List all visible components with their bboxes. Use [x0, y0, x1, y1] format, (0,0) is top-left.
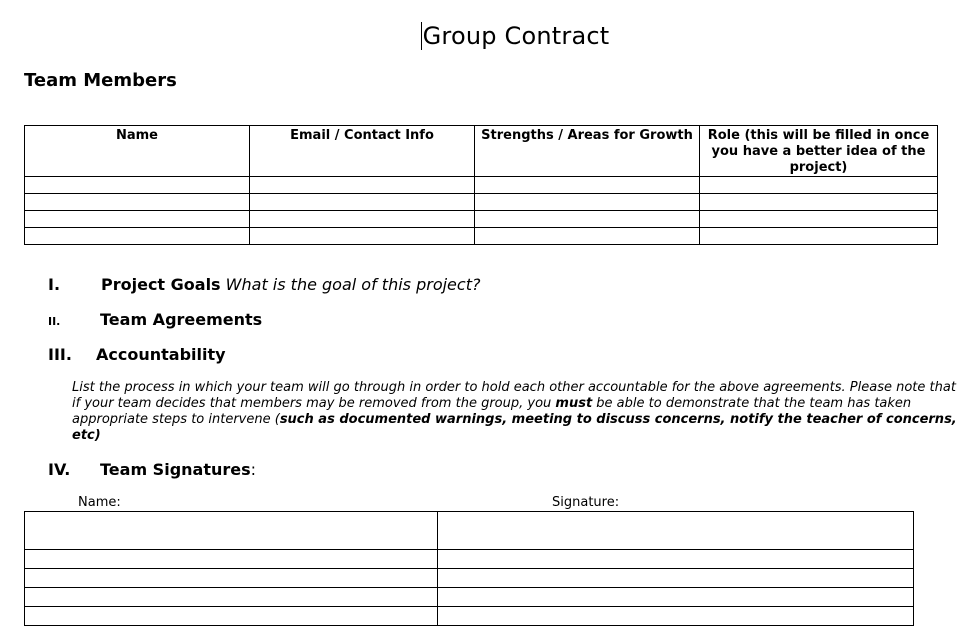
instructions-text: be able to demonstrate that the team has taken appropriate steps to intervene ( [72, 396, 912, 427]
signature-signature-label: Signature: [552, 495, 620, 510]
table-cell[interactable] [475, 228, 700, 245]
section-label: Team Agreements [100, 310, 263, 329]
table-cell[interactable] [700, 211, 938, 228]
signature-cell[interactable] [438, 588, 914, 607]
signature-name-cell[interactable] [25, 607, 438, 626]
section-number: III. [48, 345, 72, 364]
column-header-name: Name [25, 126, 250, 177]
column-header-role: Role (this will be filled in once you have a better idea of the project) [700, 126, 938, 177]
text-cursor [421, 22, 422, 50]
section-project-goals [48, 275, 480, 294]
table-row [25, 550, 914, 569]
section-team-agreements [48, 310, 262, 329]
instructions-examples: such as documented warnings, meeting to discuss concerns, notify the teacher of concerns, etc) [72, 412, 957, 443]
section-number: IV. [48, 460, 71, 479]
table-cell[interactable] [25, 177, 250, 194]
table-row [25, 228, 938, 245]
table-cell[interactable] [25, 228, 250, 245]
column-header-strengths: Strengths / Areas for Growth [475, 126, 700, 177]
table-cell[interactable] [250, 228, 475, 245]
table-cell[interactable] [250, 177, 475, 194]
section-number: I. [48, 275, 61, 294]
table-header-row [25, 126, 938, 177]
table-cell[interactable] [475, 177, 700, 194]
signatures-table [24, 511, 914, 626]
accountability-instructions [72, 380, 962, 444]
document-title-text: Group Contract [422, 22, 610, 50]
section-label: Project Goals [101, 275, 221, 294]
signature-name-cell[interactable] [25, 550, 438, 569]
section-number: II. [48, 315, 61, 328]
section-label: Accountability [96, 345, 226, 364]
team-members-table [24, 125, 938, 245]
section-question: What is the goal of this project? [225, 275, 481, 294]
signature-cell[interactable] [438, 550, 914, 569]
signature-cell[interactable] [438, 512, 914, 550]
table-cell[interactable] [25, 211, 250, 228]
section-team-signatures [48, 460, 256, 479]
signature-name-cell[interactable] [25, 512, 438, 550]
signature-cell[interactable] [438, 607, 914, 626]
signature-cell[interactable] [438, 569, 914, 588]
table-row [25, 512, 914, 550]
table-row [25, 211, 938, 228]
table-row [25, 569, 914, 588]
table-cell[interactable] [700, 177, 938, 194]
signature-name-cell[interactable] [25, 569, 438, 588]
table-row [25, 177, 938, 194]
table-cell[interactable] [250, 211, 475, 228]
section-accountability [48, 345, 226, 364]
signature-name-cell[interactable] [25, 588, 438, 607]
section-label: Team Signatures [100, 460, 251, 479]
instructions-text: List the process in which your team will go through in order to hold each other accountable for the above agreements. Please note that if your team decides that members may be removed from the group, you [72, 380, 956, 411]
table-cell[interactable] [250, 194, 475, 211]
team-members-heading: Team Members [24, 70, 177, 91]
instructions-emphasis: must [555, 396, 593, 411]
table-cell[interactable] [700, 228, 938, 245]
table-row [25, 607, 914, 626]
table-row [25, 588, 914, 607]
column-header-email: Email / Contact Info [250, 126, 475, 177]
table-cell[interactable] [475, 194, 700, 211]
table-cell[interactable] [25, 194, 250, 211]
section-suffix: : [250, 460, 257, 479]
document-title[interactable] [0, 22, 968, 50]
table-cell[interactable] [475, 211, 700, 228]
table-cell[interactable] [700, 194, 938, 211]
table-row [25, 194, 938, 211]
signature-name-label: Name: [78, 495, 121, 510]
